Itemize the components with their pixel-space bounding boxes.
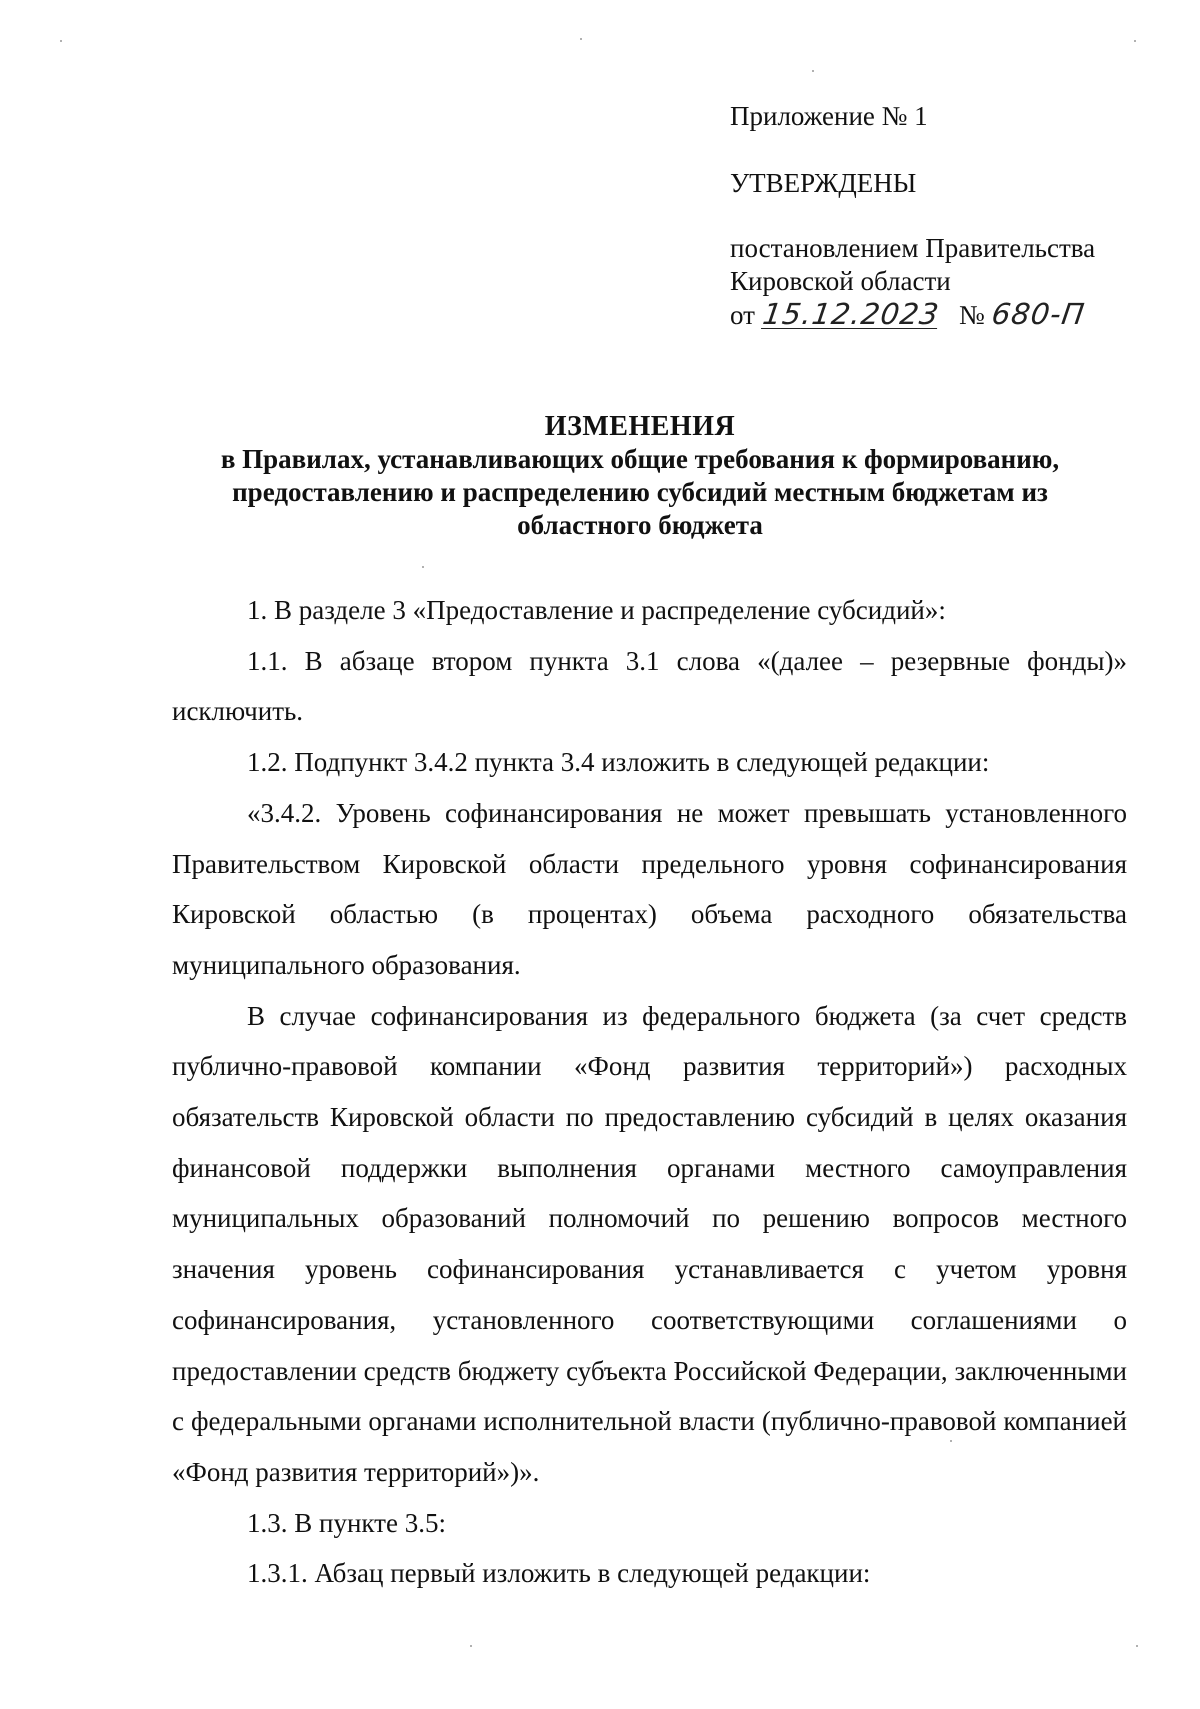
paragraph-1-3-1: 1.3.1. Абзац первый изложить в следующей редакции: xyxy=(247,1558,871,1589)
title-line-3: областного бюджета xyxy=(517,510,763,540)
approval-block xyxy=(730,100,1160,332)
number-prefix: № xyxy=(959,300,985,330)
title-line-2: предоставлению и распределению субсидий местным бюджетам из xyxy=(232,477,1048,507)
decree-line-1: постановлением Правительства xyxy=(730,233,1096,263)
document-body xyxy=(172,585,1127,1599)
approved-label: УТВЕРЖДЕНЫ xyxy=(730,168,917,198)
paragraph-cofinancing: В случае софинансирования из федерального бюджета (за счет средств публично-правовой компании «Фонд развития территорий») расходных обязательств Кировской области по предоставлению субсидий в целях оказания финансовой поддержки выполнения органами местного самоуправления муниципальных образований полномочий по решению вопросов местного значения уровень софинансирования устанавливается с учетом уровня софинансирования, установленного соответствующими соглашениями о предоставлении средств бюджету субъекта Российской Федерации, заключенными с федеральными органами исполнительной власти (публично-правовой компанией «Фонд развития территорий»)». xyxy=(172,1000,1127,1487)
scan-speck xyxy=(422,566,424,568)
paragraph-3-4-2: «3.4.2. Уровень софинансирования не может превышать установленного Правительством Кировской области предельного уровня софинансирования Кировской областью (в процентах) объема расходного обязательства муниципального образования. xyxy=(172,797,1127,980)
scan-speck xyxy=(60,40,62,42)
decree-line-2: Кировской области xyxy=(730,266,951,296)
handwritten-date: 15.12.2023 xyxy=(760,297,942,331)
paragraph-1: 1. В разделе 3 «Предоставление и распределение субсидий»: xyxy=(247,595,946,625)
title-line-1: в Правилах, устанавливающих общие требования к формированию, xyxy=(220,444,1060,474)
scan-speck xyxy=(580,38,582,40)
scan-speck xyxy=(950,1440,952,1442)
document-title xyxy=(170,410,1110,542)
scan-speck xyxy=(1136,1645,1138,1647)
paragraph-1-2: 1.2. Подпункт 3.4.2 пункта 3.4 изложить в следующей редакции: xyxy=(247,747,990,778)
scan-speck xyxy=(1134,40,1136,42)
scan-speck xyxy=(812,70,814,72)
appendix-label: Приложение № 1 xyxy=(730,101,928,131)
paragraph-1-1: 1.1. В абзаце втором пункта 3.1 слова «(далее – резервные фонды)» исключить. xyxy=(172,645,1127,727)
paragraph-1-3: 1.3. В пункте 3.5: xyxy=(247,1507,446,1538)
scan-speck xyxy=(470,1645,472,1647)
title-heading: ИЗМЕНЕНИЯ xyxy=(544,411,736,442)
date-prefix: от xyxy=(730,300,755,330)
date-number-line xyxy=(730,298,1160,332)
handwritten-number: 680-П xyxy=(989,297,1087,331)
